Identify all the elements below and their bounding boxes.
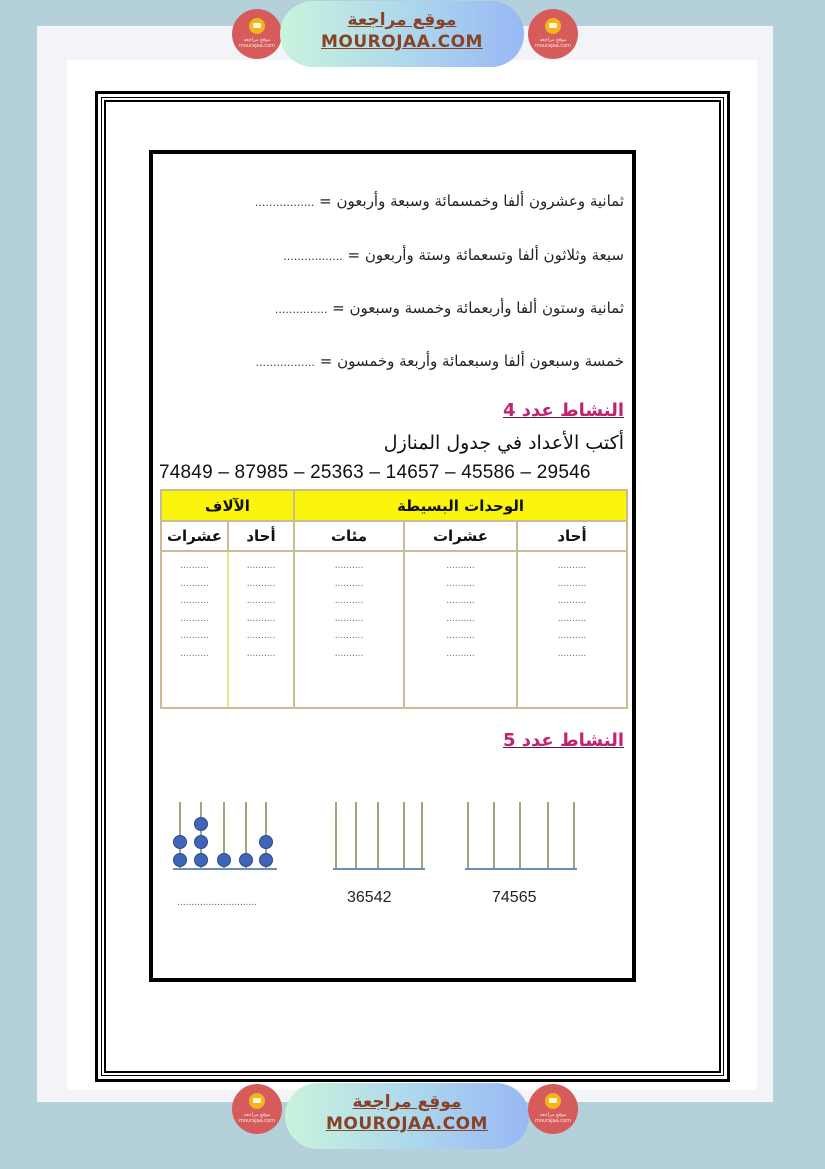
site-logo-icon[interactable] <box>232 1084 282 1134</box>
dots: .......... <box>334 648 364 659</box>
dots: .......... <box>334 631 364 641</box>
col-header-thousands-tens: عشرات <box>161 521 228 551</box>
abacus-label-3: 74565 <box>492 889 537 906</box>
abacus-rod <box>493 802 495 868</box>
col-header-hundreds: مئات <box>294 521 404 551</box>
activity-4-instruction: أكتب الأعداد في جدول المنازل <box>383 432 624 454</box>
dots: .......... <box>246 631 276 641</box>
exercise-line-1 <box>255 192 624 210</box>
dots: .......... <box>180 631 209 641</box>
abacus-rod <box>355 802 357 868</box>
site-banner-bottom <box>0 1082 825 1152</box>
dots: .......... <box>557 561 587 571</box>
abacus-with-beads <box>173 800 277 870</box>
site-name-english: MOUROJAA.COM <box>326 1114 488 1134</box>
dots: .......... <box>180 596 209 606</box>
logo-caption: موقع مراجعة mourajaa.com <box>534 37 571 49</box>
answer-blank[interactable]: ................. <box>254 196 315 209</box>
dots: .......... <box>446 561 475 571</box>
place-value-table <box>160 489 628 709</box>
activity-4-numbers: 74849 – 87985 – 25363 – 14657 – 45586 – 29546 <box>159 462 591 483</box>
exercise-text: ثمانية وعشرون ألفا وخمسمائة وسبعة وأربعون <box>336 192 624 210</box>
logo-caption: موقع مراجعة mourajaa.com <box>238 37 275 49</box>
activity-5-title: النشاط عدد 5 <box>502 730 624 751</box>
dots: .......... <box>334 578 364 589</box>
abacus-base <box>465 868 577 870</box>
abacus-rod <box>335 802 337 868</box>
abacus-empty-36542[interactable] <box>333 800 425 870</box>
equals-sign: = <box>347 246 361 264</box>
column-ones-cell[interactable] <box>517 551 627 708</box>
equals-sign: = <box>319 352 333 370</box>
exercise-line-4 <box>255 352 624 370</box>
column-thousands-tens-cell[interactable] <box>161 551 228 708</box>
abacus-base <box>333 868 425 870</box>
exercise-text: ثمانية وستون ألفا وأربعمائة وخمسة وسبعون <box>349 299 624 317</box>
dots: .......... <box>180 578 209 589</box>
exercise-text: سبعة وثلاثون ألفا وتسعمائة وستة وأربعون <box>364 246 624 264</box>
abacus-label-2: 36542 <box>347 889 392 906</box>
col-header-ones: أحاد <box>517 521 627 551</box>
abacus-bead <box>239 853 253 867</box>
dots: .......... <box>334 596 364 606</box>
dots: .......... <box>334 561 364 571</box>
abacus-rod <box>573 802 575 868</box>
answer-blank[interactable]: ............... <box>274 303 328 316</box>
book-icon <box>545 18 561 34</box>
dots: .......... <box>246 613 276 624</box>
abacus-base <box>173 868 277 870</box>
abacus-rod <box>467 802 469 868</box>
answer-blank[interactable]: ................. <box>283 250 343 263</box>
site-logo-icon[interactable] <box>528 1084 578 1134</box>
dots: .......... <box>557 596 587 606</box>
group-header-thousands: الآلاف <box>161 490 294 521</box>
abacus-bead <box>259 835 273 849</box>
group-header-units: الوحدات البسيطة <box>294 490 627 521</box>
column-thousands-ones-cell[interactable] <box>228 551 294 708</box>
dots: .......... <box>557 631 587 641</box>
exercise-line-3 <box>275 299 624 317</box>
site-link-pill[interactable] <box>285 1083 529 1149</box>
site-logo-icon[interactable] <box>232 9 282 59</box>
dots: .......... <box>557 613 587 624</box>
exercise-text: خمسة وسبعون ألفا وسبعمائة وأربعة وخمسون <box>337 352 624 370</box>
exercise-line-2 <box>283 246 624 264</box>
abacus-bead <box>259 853 273 867</box>
abacus-answer-blank[interactable]: ............................ <box>177 898 258 908</box>
abacus-rod <box>403 802 405 868</box>
abacus-rod <box>421 802 423 868</box>
dots: .......... <box>246 596 276 606</box>
site-logo-icon[interactable] <box>528 9 578 59</box>
abacus-bead <box>194 835 208 849</box>
dots: .......... <box>246 561 276 571</box>
abacus-empty-74565[interactable] <box>465 800 577 870</box>
col-header-thousands-ones: أحاد <box>228 521 294 551</box>
answer-blank[interactable]: ................. <box>255 356 315 369</box>
abacus-rod <box>547 802 549 868</box>
site-name-arabic: موقع مراجعة <box>352 1092 462 1112</box>
dots: .......... <box>446 613 475 624</box>
abacus-bead <box>173 853 187 867</box>
abacus-rod <box>519 802 521 868</box>
col-header-tens: عشرات <box>404 521 517 551</box>
equals-sign: = <box>319 192 332 210</box>
dots: .......... <box>557 648 587 659</box>
column-tens-cell[interactable] <box>404 551 517 708</box>
abacus-rod <box>377 802 379 868</box>
abacus-bead <box>194 853 208 867</box>
abacus-bead <box>194 817 208 831</box>
book-icon <box>249 18 265 34</box>
equals-sign: = <box>332 299 345 317</box>
site-name-english: MOUROJAA.COM <box>321 32 483 52</box>
dots: .......... <box>180 613 209 624</box>
column-hundreds-cell[interactable] <box>294 551 404 708</box>
site-banner-top <box>0 0 825 70</box>
dots: .......... <box>446 631 475 641</box>
dots: .......... <box>446 648 475 659</box>
worksheet <box>149 150 636 982</box>
dots: .......... <box>446 596 475 606</box>
abacus-bead <box>217 853 231 867</box>
book-icon <box>545 1093 561 1109</box>
dots: .......... <box>180 561 209 571</box>
dots: .......... <box>446 578 475 589</box>
dots: .......... <box>246 648 276 659</box>
logo-caption: موقع مراجعة mourajaa.com <box>238 1112 275 1124</box>
dots: .......... <box>334 613 364 624</box>
dots: .......... <box>180 648 209 659</box>
dots: .......... <box>246 578 276 589</box>
dots: .......... <box>557 578 587 589</box>
abacus-bead <box>173 835 187 849</box>
logo-caption: موقع مراجعة mourajaa.com <box>534 1112 571 1124</box>
site-link-pill[interactable] <box>280 1 524 67</box>
activity-4-title: النشاط عدد 4 <box>502 400 624 421</box>
book-icon <box>249 1093 265 1109</box>
site-name-arabic: موقع مراجعة <box>347 10 457 30</box>
